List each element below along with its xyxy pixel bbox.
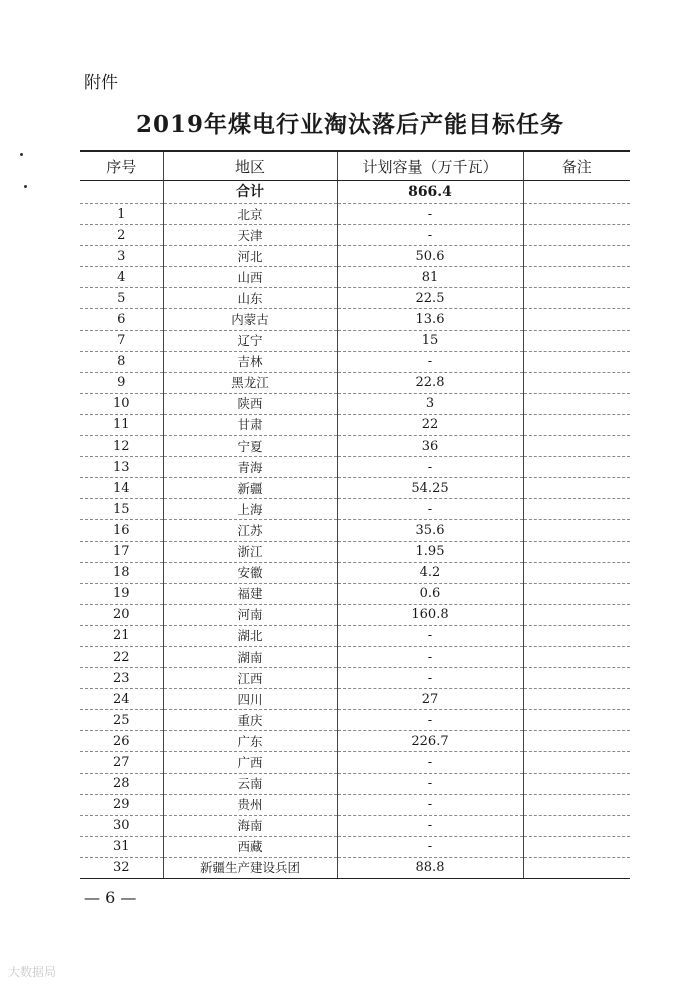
region-cell: 内蒙古 [163,309,337,330]
capacity-cell: - [337,499,523,520]
region-cell: 天津 [163,225,337,246]
row-number-cell: 11 [80,414,163,435]
attachment-label: 附件 [84,73,118,93]
row-number-cell: 18 [80,562,163,583]
column-header-no: 序号 [80,151,163,181]
region-cell: 吉林 [163,351,337,372]
document-title: 2019年煤电行业淘汰落后产能目标任务 [135,111,564,138]
table-row [80,815,630,836]
region-cell: 贵州 [163,794,337,815]
watermark: 大数据局 [8,965,57,979]
row-number-cell: 4 [80,267,163,288]
region-cell: 宁夏 [163,436,337,457]
page-number: — 6 — [84,888,137,907]
note-cell [523,604,630,625]
region-cell: 浙江 [163,541,337,562]
note-cell [523,330,630,351]
region-cell: 河北 [163,246,337,267]
region-cell: 甘肃 [163,414,337,435]
region-cell: 上海 [163,499,337,520]
note-cell [523,499,630,520]
capacity-table [80,150,630,879]
note-cell [523,668,630,689]
capacity-cell: 1.95 [337,541,523,562]
total-no-cell [80,181,163,204]
row-number-cell: 2 [80,225,163,246]
table-row [80,309,630,330]
note-cell [523,731,630,752]
row-number-cell: 23 [80,668,163,689]
note-cell [523,752,630,773]
region-cell: 河南 [163,604,337,625]
capacity-cell: - [337,646,523,667]
row-number-cell: 16 [80,520,163,541]
row-number-cell: 25 [80,710,163,731]
note-cell [523,583,630,604]
table-row [80,752,630,773]
region-cell: 西藏 [163,836,337,857]
row-number-cell: 13 [80,457,163,478]
capacity-cell: - [337,351,523,372]
table-row [80,393,630,414]
capacity-cell: 13.6 [337,309,523,330]
region-cell: 福建 [163,583,337,604]
capacity-cell: - [337,204,523,225]
note-cell [523,393,630,414]
region-cell: 安徽 [163,562,337,583]
capacity-cell: 36 [337,436,523,457]
table-row [80,668,630,689]
region-cell: 广西 [163,752,337,773]
region-cell: 新疆 [163,478,337,499]
table-row [80,836,630,857]
row-number-cell: 5 [80,288,163,309]
capacity-cell: - [337,815,523,836]
capacity-cell: 22.8 [337,372,523,393]
row-number-cell: 27 [80,752,163,773]
note-cell [523,646,630,667]
table-row [80,288,630,309]
note-cell [523,436,630,457]
scan-speck [20,153,23,156]
table-row [80,267,630,288]
capacity-cell: - [337,794,523,815]
table-row [80,604,630,625]
region-cell: 江苏 [163,520,337,541]
table-body [80,181,630,879]
row-number-cell: 28 [80,773,163,794]
table-row [80,520,630,541]
note-cell [523,309,630,330]
row-number-cell: 3 [80,246,163,267]
table-row [80,541,630,562]
row-number-cell: 14 [80,478,163,499]
capacity-cell: 0.6 [337,583,523,604]
capacity-cell: 27 [337,689,523,710]
total-row [80,181,630,204]
capacity-cell: 50.6 [337,246,523,267]
region-cell: 北京 [163,204,337,225]
table-row [80,372,630,393]
region-cell: 辽宁 [163,330,337,351]
row-number-cell: 9 [80,372,163,393]
note-cell [523,836,630,857]
note-cell [523,815,630,836]
note-cell [523,246,630,267]
capacity-cell: - [337,457,523,478]
region-cell: 四川 [163,689,337,710]
capacity-cell: - [337,625,523,646]
row-number-cell: 10 [80,393,163,414]
total-value: 866.4 [337,181,523,204]
note-cell [523,414,630,435]
row-number-cell: 21 [80,625,163,646]
row-number-cell: 29 [80,794,163,815]
region-cell: 陕西 [163,393,337,414]
row-number-cell: 19 [80,583,163,604]
table-row [80,330,630,351]
row-number-cell: 1 [80,204,163,225]
row-number-cell: 24 [80,689,163,710]
row-number-cell: 12 [80,436,163,457]
row-number-cell: 26 [80,731,163,752]
row-number-cell: 31 [80,836,163,857]
table-row [80,773,630,794]
row-number-cell: 32 [80,857,163,878]
table-row [80,710,630,731]
row-number-cell: 8 [80,351,163,372]
note-cell [523,794,630,815]
row-number-cell: 17 [80,541,163,562]
note-cell [523,625,630,646]
region-cell: 重庆 [163,710,337,731]
table-row [80,204,630,225]
table-row [80,414,630,435]
region-cell: 山东 [163,288,337,309]
table-row [80,478,630,499]
note-cell [523,225,630,246]
total-note-cell [523,181,630,204]
note-cell [523,857,630,878]
capacity-cell: - [337,752,523,773]
column-header-note: 备注 [523,151,630,181]
region-cell: 海南 [163,815,337,836]
region-cell: 新疆生产建设兵团 [163,857,337,878]
column-header-capacity: 计划容量（万千瓦） [337,151,523,181]
note-cell [523,562,630,583]
table-row [80,625,630,646]
capacity-cell: - [337,773,523,794]
region-cell: 湖北 [163,625,337,646]
capacity-cell: 3 [337,393,523,414]
table-row [80,351,630,372]
capacity-cell: 22.5 [337,288,523,309]
table-row [80,225,630,246]
row-number-cell: 6 [80,309,163,330]
region-cell: 青海 [163,457,337,478]
capacity-cell: - [337,836,523,857]
column-header-region: 地区 [163,151,337,181]
note-cell [523,372,630,393]
table-row [80,689,630,710]
row-number-cell: 30 [80,815,163,836]
note-cell [523,710,630,731]
table-row [80,499,630,520]
capacity-cell: - [337,710,523,731]
table-row [80,583,630,604]
table-row [80,562,630,583]
note-cell [523,773,630,794]
note-cell [523,351,630,372]
region-cell: 湖南 [163,646,337,667]
region-cell: 云南 [163,773,337,794]
capacity-cell: 15 [337,330,523,351]
table-row [80,436,630,457]
capacity-cell: - [337,225,523,246]
region-cell: 黑龙江 [163,372,337,393]
table-row [80,731,630,752]
region-cell: 江西 [163,668,337,689]
note-cell [523,520,630,541]
capacity-cell: 35.6 [337,520,523,541]
table-row [80,646,630,667]
table-row [80,857,630,878]
region-cell: 广东 [163,731,337,752]
table-row [80,246,630,267]
note-cell [523,478,630,499]
table-row [80,457,630,478]
note-cell [523,541,630,562]
capacity-cell: 22 [337,414,523,435]
capacity-cell: 4.2 [337,562,523,583]
note-cell [523,689,630,710]
table-header-row [80,151,630,181]
note-cell [523,457,630,478]
capacity-cell: 226.7 [337,731,523,752]
note-cell [523,204,630,225]
capacity-cell: 160.8 [337,604,523,625]
capacity-cell: 88.8 [337,857,523,878]
region-cell: 山西 [163,267,337,288]
note-cell [523,288,630,309]
total-label: 合计 [163,181,337,204]
row-number-cell: 15 [80,499,163,520]
capacity-cell: 81 [337,267,523,288]
capacity-cell: 54.25 [337,478,523,499]
capacity-cell: - [337,668,523,689]
row-number-cell: 20 [80,604,163,625]
table-row [80,794,630,815]
row-number-cell: 7 [80,330,163,351]
row-number-cell: 22 [80,646,163,667]
note-cell [523,267,630,288]
scan-speck [24,185,27,188]
